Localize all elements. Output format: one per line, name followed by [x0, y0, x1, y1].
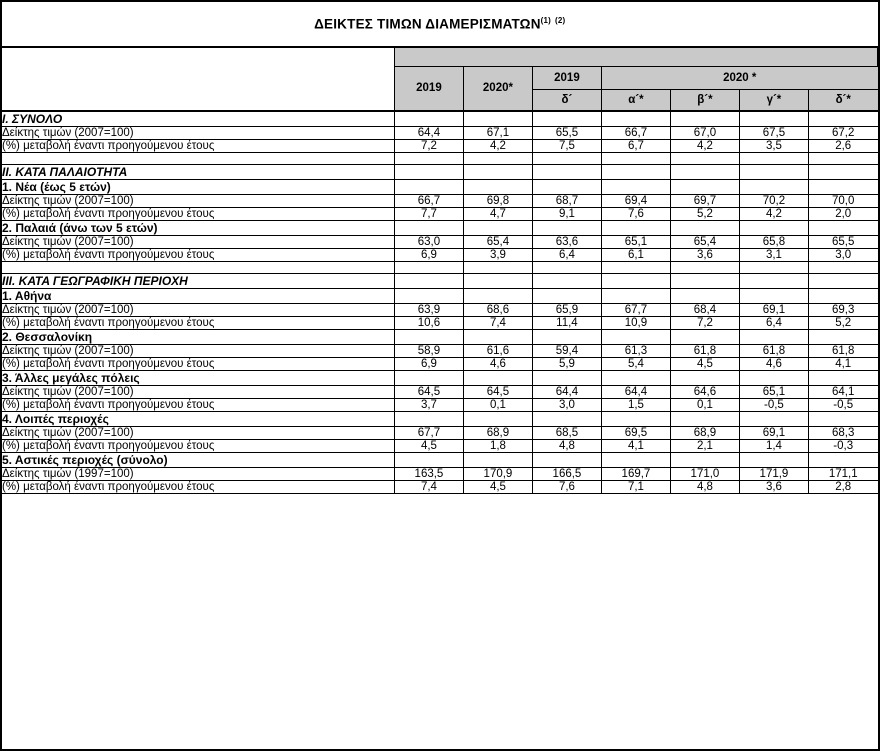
row-label: (%) μεταβολή έναντι προηγούμενου έτους	[2, 316, 394, 329]
data-cell: -0,3	[808, 439, 877, 452]
subsection-header-empty-cell	[394, 179, 463, 194]
data-cell: 7,2	[394, 139, 463, 152]
data-cell: 4,8	[532, 439, 601, 452]
row-label: (%) μεταβολή έναντι προηγούμενου έτους	[2, 248, 394, 261]
subsection-header-empty-cell	[532, 179, 601, 194]
data-cell: 68,3	[808, 426, 877, 439]
data-row	[2, 439, 878, 452]
data-cell: 69,1	[739, 426, 808, 439]
data-cell: 64,4	[532, 385, 601, 398]
subsection-header-empty-cell	[670, 179, 739, 194]
row-label: Δείκτης τιμών (2007=100)	[2, 385, 394, 398]
row-label: Δείκτης τιμών (2007=100)	[2, 194, 394, 207]
subsection-header-empty-cell	[601, 370, 670, 385]
subsection-header-empty-cell	[670, 452, 739, 467]
data-cell: 3,9	[463, 248, 532, 261]
data-cell: 3,7	[394, 398, 463, 411]
data-cell: 7,2	[670, 316, 739, 329]
header-year-2020: 2020*	[463, 66, 532, 111]
header-q-d: δ´*	[808, 89, 877, 111]
section-header-empty-cell	[532, 111, 601, 127]
row-label: (%) μεταβολή έναντι προηγούμενου έτους	[2, 398, 394, 411]
data-cell: 6,4	[532, 248, 601, 261]
subsection-header-empty-cell	[808, 370, 877, 385]
header-year-2019: 2019	[394, 66, 463, 111]
row-label: Δείκτης τιμών (2007=100)	[2, 344, 394, 357]
spacer-cell	[532, 152, 601, 164]
data-cell: 61,8	[739, 344, 808, 357]
data-row	[2, 248, 878, 261]
subsection-header-empty-cell	[532, 288, 601, 303]
subsection-header-empty-cell	[739, 411, 808, 426]
subsection-title: 3. Άλλες μεγάλες πόλεις	[2, 370, 394, 385]
data-cell: 69,3	[808, 303, 877, 316]
data-cell: 9,1	[532, 207, 601, 220]
data-cell: 64,4	[394, 126, 463, 139]
section-header-empty-cell	[808, 111, 877, 127]
spacer-cell	[463, 261, 532, 273]
data-cell: 65,5	[808, 235, 877, 248]
section-header-empty-cell	[670, 164, 739, 179]
subsection-header-empty-cell	[532, 370, 601, 385]
data-cell: 64,4	[601, 385, 670, 398]
data-cell: 171,0	[670, 467, 739, 480]
subsection-header-empty-cell	[670, 329, 739, 344]
subsection-header-row	[2, 411, 878, 426]
data-cell: 6,9	[394, 248, 463, 261]
data-cell: 61,6	[463, 344, 532, 357]
data-cell: 0,1	[670, 398, 739, 411]
data-cell: 65,8	[739, 235, 808, 248]
subsection-header-empty-cell	[463, 179, 532, 194]
spacer-cell	[394, 152, 463, 164]
subsection-header-empty-cell	[394, 220, 463, 235]
data-cell: 63,9	[394, 303, 463, 316]
data-cell: 7,1	[601, 480, 670, 493]
section-header-empty-cell	[463, 111, 532, 127]
data-cell: 5,2	[670, 207, 739, 220]
row-label: Δείκτης τιμών (2007=100)	[2, 235, 394, 248]
data-cell: -0,5	[739, 398, 808, 411]
section-header-empty-cell	[394, 111, 463, 127]
data-cell: 66,7	[601, 126, 670, 139]
section-header-empty-cell	[532, 164, 601, 179]
section-header-empty-cell	[601, 111, 670, 127]
header-spacer-label	[2, 47, 394, 66]
data-row	[2, 357, 878, 370]
data-cell: 10,9	[601, 316, 670, 329]
header-q-a: α´*	[601, 89, 670, 111]
subsection-header-empty-cell	[808, 288, 877, 303]
title-footnote-1: (1)	[540, 16, 552, 26]
data-cell: 7,4	[394, 480, 463, 493]
section-header-empty-cell	[739, 111, 808, 127]
subsection-header-empty-cell	[808, 329, 877, 344]
data-cell: 1,4	[739, 439, 808, 452]
data-cell: 4,8	[670, 480, 739, 493]
row-label: Δείκτης τιμών (2007=100)	[2, 426, 394, 439]
data-cell: 7,5	[532, 139, 601, 152]
subsection-header-empty-cell	[532, 329, 601, 344]
row-label: (%) μεταβολή έναντι προηγούμενου έτους	[2, 357, 394, 370]
data-cell: -0,5	[808, 398, 877, 411]
data-cell: 4,2	[670, 139, 739, 152]
page-title	[2, 2, 878, 47]
data-cell: 3,0	[532, 398, 601, 411]
title-footnote-2: (2)	[555, 16, 566, 26]
section-header-empty-cell	[808, 164, 877, 179]
subsection-header-empty-cell	[739, 370, 808, 385]
data-cell: 63,0	[394, 235, 463, 248]
data-cell: 67,7	[394, 426, 463, 439]
table-body	[2, 111, 878, 494]
row-label: Δείκτης τιμών (2007=100)	[2, 303, 394, 316]
data-row	[2, 426, 878, 439]
subsection-header-row	[2, 179, 878, 194]
header-group-2019: 2019	[532, 66, 601, 89]
data-cell: 69,4	[601, 194, 670, 207]
data-cell: 1,5	[601, 398, 670, 411]
subsection-header-empty-cell	[601, 329, 670, 344]
data-cell: 69,5	[601, 426, 670, 439]
row-label: Δείκτης τιμών (1997=100)	[2, 467, 394, 480]
spacer-label-cell	[2, 152, 394, 164]
section-header-empty-cell	[601, 164, 670, 179]
section-header-empty-cell	[394, 164, 463, 179]
section-header-row	[2, 111, 878, 127]
data-cell: 166,5	[532, 467, 601, 480]
subsection-header-empty-cell	[808, 411, 877, 426]
subsection-title: 4. Λοιπές περιοχές	[2, 411, 394, 426]
row-label: (%) μεταβολή έναντι προηγούμενου έτους	[2, 480, 394, 493]
data-cell: 65,1	[601, 235, 670, 248]
subsection-header-empty-cell	[670, 411, 739, 426]
data-cell: 65,4	[670, 235, 739, 248]
data-cell: 67,7	[601, 303, 670, 316]
data-cell: 68,5	[532, 426, 601, 439]
subsection-header-empty-cell	[394, 329, 463, 344]
spacer-cell	[808, 152, 877, 164]
header-q-b: β´*	[670, 89, 739, 111]
section-header-row	[2, 164, 878, 179]
data-cell: 10,6	[394, 316, 463, 329]
data-cell: 68,6	[463, 303, 532, 316]
subsection-header-empty-cell	[739, 288, 808, 303]
title-row	[2, 2, 878, 47]
data-cell: 3,6	[670, 248, 739, 261]
data-cell: 7,6	[532, 480, 601, 493]
data-cell: 68,4	[670, 303, 739, 316]
data-row	[2, 126, 878, 139]
data-row	[2, 316, 878, 329]
subsection-header-row	[2, 452, 878, 467]
subsection-header-empty-cell	[463, 370, 532, 385]
subsection-header-empty-cell	[532, 411, 601, 426]
subsection-header-empty-cell	[394, 411, 463, 426]
data-cell: 7,6	[601, 207, 670, 220]
data-cell: 68,9	[463, 426, 532, 439]
subsection-header-empty-cell	[808, 220, 877, 235]
data-cell: 4,7	[463, 207, 532, 220]
section-header-empty-cell	[739, 164, 808, 179]
subsection-header-empty-cell	[394, 288, 463, 303]
data-row	[2, 207, 878, 220]
data-cell: 3,0	[808, 248, 877, 261]
subsection-header-row	[2, 220, 878, 235]
data-row	[2, 344, 878, 357]
data-cell: 67,0	[670, 126, 739, 139]
data-cell: 67,2	[808, 126, 877, 139]
header-group-2020: 2020 *	[601, 66, 877, 89]
section-title: ΙΙI. ΚΑΤΑ ΓΕΩΓΡΑΦΙΚΗ ΠΕΡΙΟΧΗ	[2, 273, 394, 288]
data-cell: 63,6	[532, 235, 601, 248]
spacer-cell	[532, 261, 601, 273]
data-cell: 69,7	[670, 194, 739, 207]
data-cell: 70,2	[739, 194, 808, 207]
data-cell: 67,5	[739, 126, 808, 139]
header-q-c: γ´*	[739, 89, 808, 111]
data-cell: 4,6	[463, 357, 532, 370]
data-cell: 5,9	[532, 357, 601, 370]
data-cell: 65,9	[532, 303, 601, 316]
data-cell: 4,1	[808, 357, 877, 370]
data-cell: 163,5	[394, 467, 463, 480]
section-header-empty-cell	[601, 273, 670, 288]
title-text: ΔΕΙΚΤΕΣ ΤΙΜΩΝ ΔΙΑΜΕΡΙΣΜΑΤΩΝ	[314, 16, 541, 32]
subsection-title: 2. Θεσσαλονίκη	[2, 329, 394, 344]
data-cell: 65,5	[532, 126, 601, 139]
header-spacer-cells	[394, 47, 877, 66]
subsection-header-empty-cell	[739, 329, 808, 344]
data-cell: 64,1	[808, 385, 877, 398]
row-label: (%) μεταβολή έναντι προηγούμενου έτους	[2, 139, 394, 152]
subsection-header-row	[2, 288, 878, 303]
subsection-header-empty-cell	[532, 220, 601, 235]
data-cell: 2,8	[808, 480, 877, 493]
data-cell: 4,5	[670, 357, 739, 370]
data-cell: 61,3	[601, 344, 670, 357]
data-cell: 171,1	[808, 467, 877, 480]
data-cell: 7,4	[463, 316, 532, 329]
subsection-header-empty-cell	[670, 288, 739, 303]
spacer-cell	[394, 261, 463, 273]
subsection-header-empty-cell	[463, 329, 532, 344]
subsection-header-empty-cell	[463, 452, 532, 467]
subsection-header-empty-cell	[463, 288, 532, 303]
subsection-title: 5. Αστικές περιοχές (σύνολο)	[2, 452, 394, 467]
data-row	[2, 398, 878, 411]
section-title: Ι. ΣΥΝΟΛΟ	[2, 111, 394, 127]
section-spacer-row	[2, 152, 878, 164]
data-cell: 3,5	[739, 139, 808, 152]
data-cell: 169,7	[601, 467, 670, 480]
subsection-header-empty-cell	[670, 370, 739, 385]
data-cell: 4,2	[739, 207, 808, 220]
row-label: (%) μεταβολή έναντι προηγούμενου έτους	[2, 207, 394, 220]
data-cell: 68,7	[532, 194, 601, 207]
subsection-header-empty-cell	[601, 220, 670, 235]
data-cell: 67,1	[463, 126, 532, 139]
data-cell: 64,5	[463, 385, 532, 398]
data-cell: 4,5	[394, 439, 463, 452]
data-cell: 61,8	[808, 344, 877, 357]
subsection-header-empty-cell	[394, 370, 463, 385]
data-cell: 64,5	[394, 385, 463, 398]
data-cell: 69,1	[739, 303, 808, 316]
subsection-header-empty-cell	[739, 179, 808, 194]
subsection-header-empty-cell	[601, 411, 670, 426]
header-blank-strip	[2, 47, 878, 66]
section-header-empty-cell	[670, 273, 739, 288]
data-cell: 6,9	[394, 357, 463, 370]
subsection-header-empty-cell	[739, 452, 808, 467]
data-cell: 4,5	[463, 480, 532, 493]
spacer-label-cell	[2, 261, 394, 273]
subsection-header-empty-cell	[601, 452, 670, 467]
data-cell: 58,9	[394, 344, 463, 357]
data-cell: 3,6	[739, 480, 808, 493]
subsection-header-empty-cell	[808, 179, 877, 194]
section-header-empty-cell	[394, 273, 463, 288]
spacer-cell	[808, 261, 877, 273]
data-cell: 170,9	[463, 467, 532, 480]
data-cell: 2,0	[808, 207, 877, 220]
subsection-header-row	[2, 329, 878, 344]
spacer-cell	[670, 152, 739, 164]
data-cell: 59,4	[532, 344, 601, 357]
data-cell: 4,1	[601, 439, 670, 452]
data-cell: 64,6	[670, 385, 739, 398]
spacer-cell	[601, 152, 670, 164]
subsection-header-empty-cell	[532, 452, 601, 467]
data-row	[2, 303, 878, 316]
data-cell: 7,7	[394, 207, 463, 220]
subsection-header-empty-cell	[463, 411, 532, 426]
subsection-header-empty-cell	[601, 288, 670, 303]
subsection-header-empty-cell	[394, 452, 463, 467]
data-cell: 3,1	[739, 248, 808, 261]
subsection-header-row	[2, 370, 878, 385]
spacer-cell	[670, 261, 739, 273]
section-header-empty-cell	[463, 164, 532, 179]
data-cell: 171,9	[739, 467, 808, 480]
data-cell: 11,4	[532, 316, 601, 329]
data-cell: 2,6	[808, 139, 877, 152]
section-header-empty-cell	[670, 111, 739, 127]
subsection-header-empty-cell	[808, 452, 877, 467]
subsection-title: 1. Νέα (έως 5 ετών)	[2, 179, 394, 194]
data-cell: 2,1	[670, 439, 739, 452]
data-cell: 69,8	[463, 194, 532, 207]
data-cell: 5,4	[601, 357, 670, 370]
spacer-cell	[463, 152, 532, 164]
data-row	[2, 480, 878, 493]
spacer-cell	[739, 261, 808, 273]
section-title: ΙΙ. ΚΑΤΑ ΠΑΛΑΙΟΤΗΤΑ	[2, 164, 394, 179]
data-cell: 4,6	[739, 357, 808, 370]
data-cell: 65,1	[739, 385, 808, 398]
section-header-empty-cell	[463, 273, 532, 288]
row-label: (%) μεταβολή έναντι προηγούμενου έτους	[2, 439, 394, 452]
section-header-empty-cell	[808, 273, 877, 288]
spacer-cell	[739, 152, 808, 164]
subsection-header-empty-cell	[739, 220, 808, 235]
subsection-header-empty-cell	[463, 220, 532, 235]
subsection-title: 2. Παλαιά (άνω των 5 ετών)	[2, 220, 394, 235]
data-cell: 70,0	[808, 194, 877, 207]
data-cell: 0,1	[463, 398, 532, 411]
data-cell: 61,8	[670, 344, 739, 357]
section-header-empty-cell	[532, 273, 601, 288]
subsection-header-empty-cell	[670, 220, 739, 235]
section-header-row	[2, 273, 878, 288]
data-cell: 65,4	[463, 235, 532, 248]
data-cell: 68,9	[670, 426, 739, 439]
spacer-cell	[601, 261, 670, 273]
data-row	[2, 235, 878, 248]
header-row-year	[2, 66, 878, 89]
data-row	[2, 139, 878, 152]
section-header-empty-cell	[739, 273, 808, 288]
data-row	[2, 467, 878, 480]
data-cell: 6,7	[601, 139, 670, 152]
subsection-title: 1. Αθήνα	[2, 288, 394, 303]
data-cell: 4,2	[463, 139, 532, 152]
data-row	[2, 385, 878, 398]
row-label: Δείκτης τιμών (2007=100)	[2, 126, 394, 139]
header-corner-cell	[2, 66, 394, 111]
section-spacer-row	[2, 261, 878, 273]
apartment-price-index-table	[2, 2, 878, 494]
data-cell: 6,4	[739, 316, 808, 329]
header-q-2019-d: δ´	[532, 89, 601, 111]
data-cell: 5,2	[808, 316, 877, 329]
data-cell: 1,8	[463, 439, 532, 452]
subsection-header-empty-cell	[601, 179, 670, 194]
data-row	[2, 194, 878, 207]
data-cell: 66,7	[394, 194, 463, 207]
data-cell: 6,1	[601, 248, 670, 261]
